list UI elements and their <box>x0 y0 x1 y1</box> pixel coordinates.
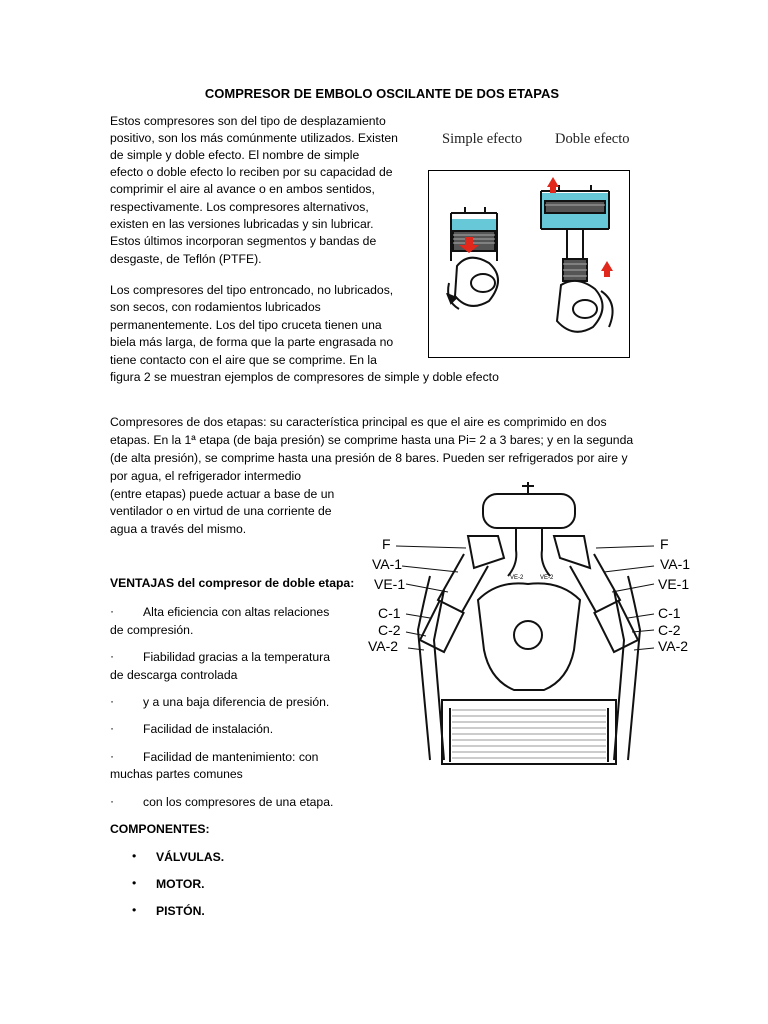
intro-line: Estos últimos incorporan segmentos y bandas de <box>110 234 377 248</box>
diagram-label: VA-1 <box>660 556 691 572</box>
intro-line: Estos compresores son del tipo de desplazamiento <box>110 114 386 128</box>
list-item: VÁLVULAS. <box>156 850 225 864</box>
bullet-dot: · <box>110 604 115 618</box>
piston-illustration <box>429 171 629 357</box>
bullet-dot: · <box>110 794 115 808</box>
paragraph-line: agua a través del mismo. <box>110 522 247 536</box>
intro-line: desgaste, de Teflón (PTFE). <box>110 252 262 266</box>
list-item: Fiabilidad gracias a la temperatura <box>143 650 330 664</box>
doble-efecto-label: Doble efecto <box>555 131 630 147</box>
bullet-dot: · <box>110 694 115 708</box>
list-item: Facilidad de mantenimiento: con <box>143 750 319 764</box>
diagram-label: VA-2 <box>368 638 399 654</box>
intro-line: positivo, son los más comúnmente utilizados. Existen <box>110 131 398 145</box>
paragraph-line: figura 2 se muestran ejemplos de compresores de simple y doble efecto <box>110 370 499 384</box>
intro-line: de simple y doble efecto. El nombre de simple <box>110 148 360 162</box>
diagram-label: C-2 <box>378 622 401 638</box>
figure-two-stage-compressor <box>368 480 698 780</box>
intro-line: respectivamente. Los compresores alternativos, <box>110 200 369 214</box>
bullet-dot: • <box>132 876 137 890</box>
paragraph-line: (entre etapas) puede actuar a base de un <box>110 487 335 501</box>
intro-line: existen en las versiones lubricadas y sin lubricar. <box>110 217 374 231</box>
paragraph-line: tiene contacto con el aire que se comprime. En la <box>110 353 377 367</box>
list-item: MOTOR. <box>156 877 205 891</box>
list-item: muchas partes comunes <box>110 767 243 781</box>
simple-effect-piston <box>447 207 498 309</box>
bullet-dot: · <box>110 721 115 735</box>
paragraph-line: biela más larga, de forma que la parte engrasada no <box>110 335 394 349</box>
diagram-label: VE-1 <box>374 576 406 592</box>
paragraph-line: (de alta presión), se comprime hasta una presión de 8 bares. Pueden ser refrigerados por aire y <box>110 451 628 465</box>
paragraph-line: permanentemente. Los del tipo cruceta tienen una <box>110 318 382 332</box>
bullet-dot: • <box>132 903 137 917</box>
componentes-heading: COMPONENTES: <box>110 822 210 836</box>
bullet-dot: • <box>132 849 137 863</box>
figure-simple-doble-efecto <box>428 170 630 358</box>
double-effect-piston <box>541 185 613 332</box>
diagram-label: VE-1 <box>658 576 690 592</box>
list-item: y a una baja diferencia de presión. <box>143 695 330 709</box>
paragraph-line: Compresores de dos etapas: su característica principal es que el aire es comprimido en dos <box>110 415 607 429</box>
diagram-label: C-2 <box>658 622 681 638</box>
list-item: de descarga controlada <box>110 668 238 682</box>
paragraph-line: etapas. En la 1ª etapa (de baja presión) se comprime hasta una Pi= 2 a 3 bares; y en la segunda <box>110 433 634 447</box>
paragraph-line: ventilador o en virtud de una corriente de <box>110 504 332 518</box>
diagram-inner-label: VE-2 <box>540 575 554 581</box>
bullet-dot: · <box>110 749 115 763</box>
bullet-dot: · <box>110 649 115 663</box>
diagram-label: VA-2 <box>658 638 689 654</box>
diagram-label: VA-1 <box>372 556 403 572</box>
up-arrow-icon <box>601 261 613 277</box>
intro-line: comprimir el aire al avance o en ambos sentidos, <box>110 182 375 196</box>
page-title: COMPRESOR DE EMBOLO OSCILANTE DE DOS ETAPAS <box>204 86 560 101</box>
diagram-label: C-1 <box>658 605 681 621</box>
diagram-label: F <box>660 536 669 552</box>
list-item: de compresión. <box>110 623 194 637</box>
intro-line: efecto o doble efecto lo reciben por su capacidad de <box>110 165 393 179</box>
ventajas-heading: VENTAJAS del compresor de doble etapa: <box>110 576 355 590</box>
list-item: Facilidad de instalación. <box>143 722 274 736</box>
compressor-diagram <box>368 480 698 780</box>
diagram-inner-label: VE-2 <box>510 575 524 581</box>
paragraph-line: Los compresores del tipo entroncado, no lubricados, <box>110 283 394 297</box>
paragraph-line: por agua, el refrigerador intermedio <box>110 469 302 483</box>
list-item: PISTÓN. <box>156 904 205 918</box>
list-item: Alta eficiencia con altas relaciones <box>143 605 330 619</box>
simple-efecto-label: Simple efecto <box>442 131 523 147</box>
list-item: con los compresores de una etapa. <box>143 795 334 809</box>
diagram-label: C-1 <box>378 605 401 621</box>
paragraph-line: son secos, con rodamientos lubricados <box>110 300 321 314</box>
diagram-label: F <box>382 536 391 552</box>
